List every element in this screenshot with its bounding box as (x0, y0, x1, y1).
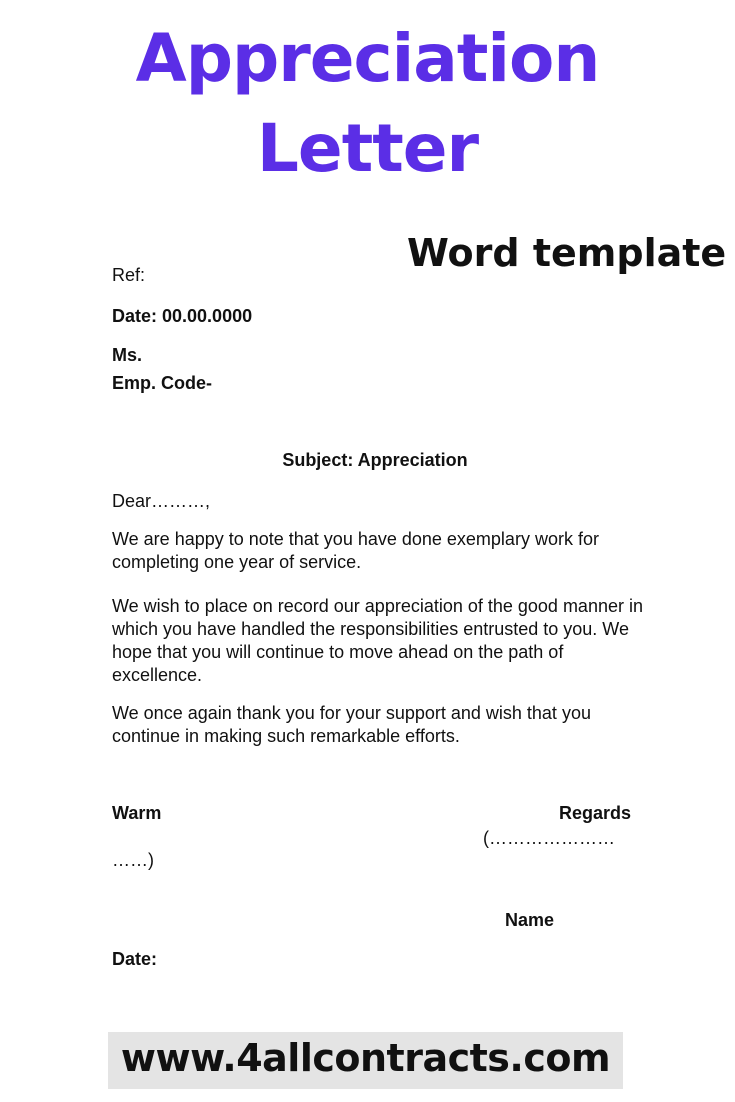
website-url: www.4allcontracts.com (120, 1036, 611, 1080)
name-label: Name (505, 910, 555, 930)
emp-code: Emp. Code- (112, 373, 213, 393)
page-title-line-1: Appreciation (135, 20, 600, 97)
subject-line: Subject: Appreciation (282, 450, 468, 470)
signature-placeholder-start: (………………… (483, 828, 615, 848)
closing-regards: Regards (559, 803, 632, 823)
page-title-line-2: Letter (256, 110, 479, 187)
greeting: Dear………, (112, 491, 211, 511)
paragraph-1: We are happy to note that you have done exemplary work for completing one year of service. (112, 529, 599, 572)
closing-warm: Warm (112, 803, 162, 823)
salutation-title: Ms. (112, 345, 143, 365)
date-line: Date: 00.00.0000 (112, 306, 253, 326)
paragraph-2: We wish to place on record our appreciation of the good manner in which you have handled the responsibilities entrusted to you. We hope that you will continue to move ahead on the path of excellence. (112, 596, 643, 685)
ref-label: Ref: (112, 265, 146, 285)
date-label: Date: (112, 949, 158, 969)
paragraph-3: We once again thank you for your support and wish that you continue in making such remarkable efforts. (112, 703, 591, 746)
signature-placeholder-end: ……) (112, 850, 154, 870)
subtitle: Word template (407, 231, 727, 275)
website-banner (108, 1032, 623, 1089)
